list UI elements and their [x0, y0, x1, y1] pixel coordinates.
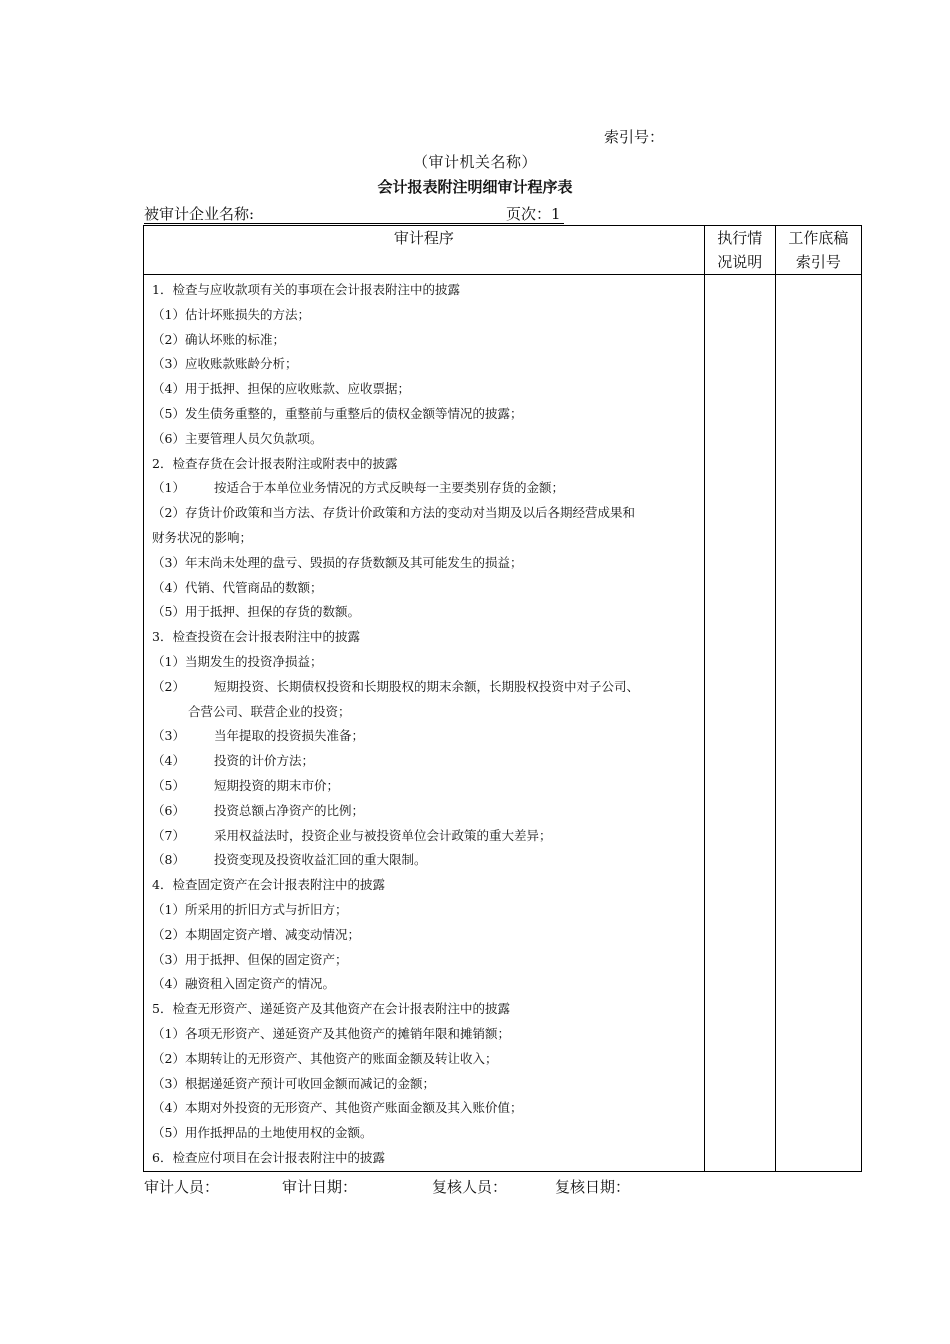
list-item	[152, 774, 698, 799]
workpaper-ref-cell[interactable]	[775, 275, 861, 1172]
list-item	[152, 724, 698, 749]
list-item: （3）用于抵押、但保的固定资产；	[152, 951, 348, 967]
header-execution-line1: 执行情	[717, 229, 763, 247]
item-text: 投资的计价方法；	[214, 753, 315, 769]
review-date-label: 复核日期：	[555, 1178, 631, 1196]
item-number: （4）	[152, 753, 185, 769]
page-title: 会计报表附注明细审计程序表	[377, 178, 573, 196]
item-number: （7）	[152, 827, 185, 843]
header-execution	[704, 226, 775, 275]
index-number-label: 索引号：	[604, 128, 665, 146]
list-item: 5．检查无形资产、递延资产及其他资产在会计报表附注中的披露	[152, 1001, 510, 1017]
list-item	[152, 749, 698, 774]
table-body-row	[144, 275, 862, 1172]
execution-notes-cell[interactable]	[704, 275, 775, 1172]
list-item: （3）年末尚未处理的盘亏、毁损的存货数额及其可能发生的损益；	[152, 554, 523, 570]
list-item: （3）根据递延资产预计可收回金额而减记的金额；	[152, 1075, 435, 1091]
procedure-list	[144, 275, 704, 1171]
signature-footer	[144, 1176, 844, 1198]
list-item: （1）所采用的折旧方式与折旧方；	[152, 901, 348, 917]
company-name-label: 被审计企业名称:	[144, 205, 255, 223]
list-item	[152, 675, 698, 700]
item-number: （1）	[152, 480, 185, 496]
header-procedure	[144, 226, 705, 275]
table-header-row	[144, 226, 862, 275]
item-text: 按适合于本单位业务情况的方式反映每一主要类别存货的金额；	[214, 480, 565, 496]
list-item: 2．检查存货在会计报表附注或附表中的披露	[152, 455, 398, 471]
page-number-label: 页次：1	[506, 205, 561, 223]
list-item: （6）主要管理人员欠负款项。	[152, 430, 323, 446]
item-text: 投资变现及投资收益汇回的重大限制。	[214, 852, 427, 868]
list-item	[152, 848, 698, 873]
auditor-label: 审计人员：	[144, 1178, 220, 1196]
list-item: 3．检查投资在会计报表附注中的披露	[152, 629, 360, 645]
meta-line	[144, 203, 564, 224]
list-item: （2）本期转让的无形资产、其他资产的账面金额及转让收入；	[152, 1050, 498, 1066]
list-item	[152, 476, 698, 501]
audit-date-label: 审计日期：	[282, 1178, 358, 1196]
list-item: （3）应收账款账龄分析；	[152, 356, 298, 372]
list-item: （5）用作抵押品的土地使用权的金额。	[152, 1125, 373, 1141]
list-item: 合营公司、联营企业的投资；	[188, 703, 351, 719]
header-procedure-label: 审计程序	[393, 229, 454, 247]
item-number: （6）	[152, 802, 185, 818]
list-item: （5）用于抵押、担保的存货的数额。	[152, 604, 360, 620]
list-item: （1）各项无形资产、递延资产及其他资产的摊销年限和摊销额；	[152, 1025, 510, 1041]
header-execution-line2: 况说明	[717, 253, 763, 271]
list-item: （1）当期发生的投资净损益；	[152, 653, 323, 669]
procedure-cell	[144, 275, 705, 1172]
header-reference-line2: 索引号	[795, 253, 841, 271]
item-number: （5）	[152, 777, 185, 793]
list-item: （2）确认坏账的标准；	[152, 331, 285, 347]
list-item: （4）融资租入固定资产的情况。	[152, 976, 335, 992]
list-item: （1）估计坏账损失的方法；	[152, 306, 310, 322]
list-item: （2）本期固定资产增、减变动情况；	[152, 926, 360, 942]
list-item: 4．检查固定资产在会计报表附注中的披露	[152, 877, 385, 893]
list-item: （2）存货计价政策和当方法、存货计价政策和方法的变动对当期及以后各期经营成果和	[152, 505, 635, 521]
audit-procedure-table	[143, 225, 862, 1172]
list-item: 1．检查与应收款项有关的事项在会计报表附注中的披露	[152, 282, 460, 297]
header-reference-line1: 工作底稿	[788, 229, 849, 247]
item-text: 短期投资、长期债权投资和长期股权的期末余额，长期股权投资中对子公司、	[214, 678, 640, 694]
list-item: （5）发生债务重整的，重整前与重整后的债权金额等情况的披露；	[152, 405, 523, 421]
item-text: 当年提取的投资损失准备；	[214, 728, 365, 744]
list-item	[152, 824, 698, 849]
item-text: 短期投资的期末市价；	[214, 777, 340, 793]
header-reference	[775, 226, 861, 275]
item-text: 采用权益法时，投资企业与被投资单位会计政策的重大差异；	[214, 827, 552, 843]
list-item: （4）用于抵押、担保的应收账款、应收票据；	[152, 381, 410, 397]
list-item: （4）代销、代管商品的数额；	[152, 579, 323, 595]
list-item: 财务状况的影响；	[152, 529, 253, 545]
reviewer-label: 复核人员：	[432, 1178, 508, 1196]
list-item	[152, 799, 698, 824]
item-number: （3）	[152, 728, 185, 744]
item-text: 投资总额占净资产的比例；	[214, 802, 365, 818]
audit-org-name: （审计机关名称）	[412, 153, 537, 171]
list-item: （4）本期对外投资的无形资产、其他资产账面金额及其入账价值；	[152, 1100, 523, 1116]
item-number: （8）	[152, 852, 185, 868]
item-number: （2）	[152, 678, 185, 694]
list-item: 6．检查应付项目在会计报表附注中的披露	[152, 1149, 385, 1165]
